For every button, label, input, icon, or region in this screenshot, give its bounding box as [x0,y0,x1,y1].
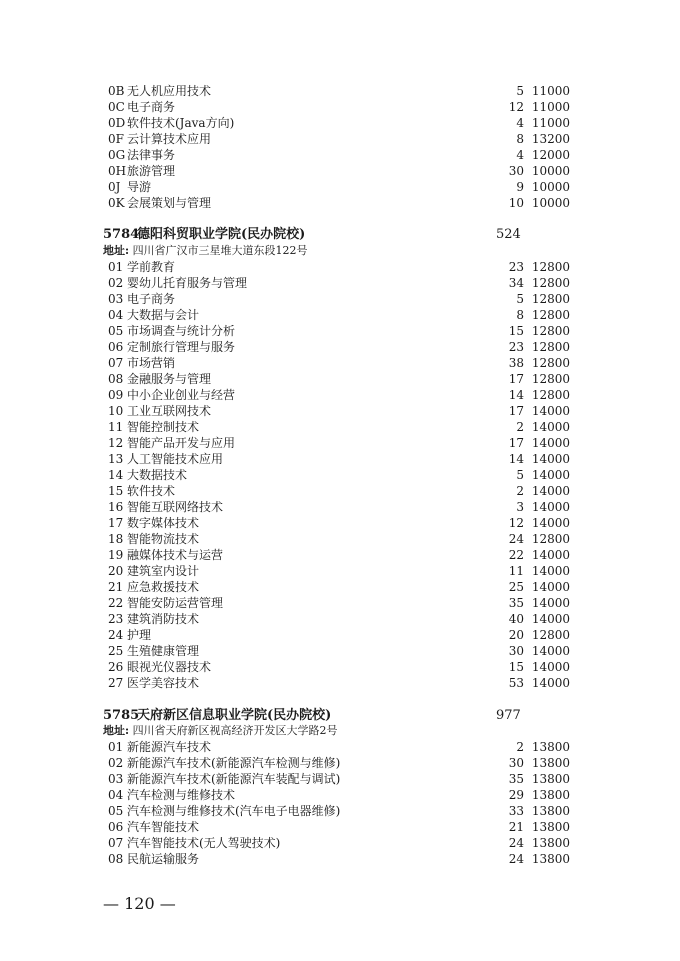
major-plan: 33 [508,804,524,818]
major-code: 06 [108,820,124,834]
major-name: 导游 [127,180,152,194]
major-name: 汽车智能技术(无人驾驶技术) [127,836,281,850]
address-text: 四川省广汉市三星堆大道东段122号 [132,244,308,257]
major-plan: 5 [516,84,524,98]
major-name: 人工智能技术应用 [127,452,224,466]
major-fee: 14000 [531,452,570,466]
major-plan: 9 [516,180,524,194]
major-fee: 13800 [531,852,570,866]
major-name: 护理 [127,628,152,642]
major-code: 25 [108,644,124,658]
major-code: 11 [108,420,124,434]
major-name: 智能物流技术 [127,532,200,546]
major-fee: 12800 [531,388,570,402]
school-header [103,226,523,244]
major-name: 生殖健康管理 [127,644,200,658]
list-item [108,147,570,163]
major-plan: 8 [516,308,524,322]
major-code: 16 [108,500,124,514]
major-code: 14 [108,468,124,482]
major-name: 民航运输服务 [127,852,200,866]
major-name: 旅游管理 [127,164,176,178]
major-fee: 14000 [531,564,570,578]
major-code: 09 [108,388,124,402]
major-code: 05 [108,804,124,818]
list-item [108,627,570,643]
major-code: 06 [108,340,124,354]
major-name: 法律事务 [127,148,176,162]
major-fee: 14000 [531,404,570,418]
major-name: 大数据与会计 [127,308,200,322]
major-name: 中小企业创业与经营 [127,388,236,402]
major-plan: 14 [508,452,524,466]
major-code: 08 [108,372,124,386]
major-name: 汽车检测与维修技术 [127,788,236,802]
major-name: 学前教育 [127,260,176,274]
major-code: 0B [108,84,125,98]
major-code: 0C [108,100,125,114]
list-item [108,307,570,323]
list-item [108,83,570,99]
list-item [108,771,570,787]
major-fee: 12800 [531,372,570,386]
major-fee: 13800 [531,804,570,818]
major-code: 20 [108,564,124,578]
major-code: 0J [108,180,121,194]
list-item [108,595,570,611]
major-fee: 13800 [531,820,570,834]
major-name: 智能产品开发与应用 [127,436,236,450]
address-text: 四川省天府新区视高经济开发区大学路2号 [132,724,338,737]
major-code: 0D [108,116,126,130]
major-plan: 2 [516,740,524,754]
major-plan: 17 [508,404,524,418]
list-item [108,467,570,483]
major-plan: 24 [508,836,524,850]
major-plan: 53 [508,676,524,690]
list-item [108,675,570,691]
major-fee: 10000 [531,180,570,194]
major-code: 15 [108,484,124,498]
major-fee: 12800 [531,260,570,274]
list-item [108,739,570,755]
major-name: 婴幼儿托育服务与管理 [127,276,248,290]
major-plan: 29 [508,788,524,802]
major-fee: 14000 [531,580,570,594]
major-plan: 4 [516,148,524,162]
list-item [108,515,570,531]
major-code: 0F [108,132,124,146]
list-item [108,819,570,835]
major-name: 融媒体技术与运营 [127,548,224,562]
school-total: 977 [496,708,521,723]
major-name: 无人机应用技术 [127,84,212,98]
major-fee: 12000 [531,148,570,162]
major-plan: 14 [508,388,524,402]
list-item [108,163,570,179]
major-name: 智能控制技术 [127,420,200,434]
major-plan: 23 [508,340,524,354]
major-fee: 13800 [531,836,570,850]
major-plan: 17 [508,436,524,450]
major-code: 01 [108,740,124,754]
major-name: 汽车检测与维修技术(汽车电子电器维修) [127,804,341,818]
major-code: 17 [108,516,124,530]
list-item [108,611,570,627]
list-item [108,131,570,147]
major-fee: 14000 [531,596,570,610]
major-fee: 10000 [531,196,570,210]
list-item [108,179,570,195]
school-name: 天府新区信息职业学院(民办院校) [137,708,332,723]
major-plan: 3 [516,500,524,514]
major-name: 智能互联网络技术 [127,500,224,514]
list-item [108,499,570,515]
major-code: 02 [108,276,124,290]
major-plan: 11 [508,564,524,578]
major-plan: 30 [508,644,524,658]
major-code: 10 [108,404,124,418]
major-name: 云计算技术应用 [127,132,212,146]
major-fee: 12800 [531,340,570,354]
major-code: 02 [108,756,124,770]
major-name: 市场调查与统计分析 [127,324,236,338]
major-name: 应急救援技术 [127,580,200,594]
major-plan: 38 [508,356,524,370]
major-code: 27 [108,676,124,690]
major-name: 新能源汽车技术(新能源汽车装配与调试) [127,772,341,786]
major-fee: 12800 [531,532,570,546]
major-fee: 12800 [531,628,570,642]
major-name: 工业互联网技术 [127,404,212,418]
major-plan: 20 [508,628,524,642]
major-name: 眼视光仪器技术 [127,660,212,674]
address-label: 地址: [103,244,130,257]
major-code: 07 [108,356,124,370]
major-plan: 34 [508,276,524,290]
major-fee: 14000 [531,436,570,450]
major-plan: 40 [508,612,524,626]
major-code: 21 [108,580,124,594]
major-code: 03 [108,292,124,306]
major-plan: 30 [508,756,524,770]
list-item [108,435,570,451]
list-item [108,291,570,307]
major-fee: 14000 [531,420,570,434]
major-fee: 11000 [531,100,570,114]
major-name: 建筑室内设计 [127,564,200,578]
major-code: 0G [108,148,126,162]
major-plan: 15 [508,660,524,674]
address-label: 地址: [103,724,130,737]
major-code: 0H [108,164,127,178]
major-fee: 11000 [531,84,570,98]
list-item [108,387,570,403]
major-plan: 10 [508,196,524,210]
major-fee: 14000 [531,612,570,626]
major-code: 22 [108,596,124,610]
major-plan: 25 [508,580,524,594]
list-item [108,99,570,115]
list-item [108,659,570,675]
major-fee: 12800 [531,308,570,322]
major-name: 软件技术(Java方向) [127,116,235,130]
major-plan: 30 [508,164,524,178]
major-fee: 14000 [531,676,570,690]
major-plan: 35 [508,772,524,786]
school-name: 德阳科贸职业学院(民办院校) [137,227,306,242]
page-number: — 120 — [103,894,176,913]
major-plan: 15 [508,324,524,338]
major-name: 新能源汽车技术 [127,740,212,754]
major-fee: 13200 [531,132,570,146]
list-item [108,835,570,851]
major-fee: 12800 [531,324,570,338]
list-item [108,451,570,467]
major-plan: 2 [516,484,524,498]
major-name: 智能安防运营管理 [127,596,224,610]
major-name: 电子商务 [127,100,176,114]
school-address [103,723,338,739]
major-plan: 8 [516,132,524,146]
school-id: 5784 [103,227,140,242]
list-item [108,579,570,595]
major-fee: 13800 [531,788,570,802]
major-fee: 14000 [531,516,570,530]
major-code: 05 [108,324,124,338]
major-code: 0K [108,196,125,210]
major-name: 建筑消防技术 [127,612,200,626]
list-item [108,419,570,435]
major-fee: 14000 [531,660,570,674]
major-code: 19 [108,548,124,562]
major-name: 新能源汽车技术(新能源汽车检测与维修) [127,756,341,770]
major-code: 01 [108,260,124,274]
major-plan: 5 [516,468,524,482]
list-item [108,403,570,419]
major-name: 市场营销 [127,356,176,370]
major-code: 04 [108,788,124,802]
list-item [108,275,570,291]
school-total: 524 [496,227,521,242]
major-name: 会展策划与管理 [127,196,212,210]
school-id: 5785 [103,708,140,723]
list-item [108,563,570,579]
major-code: 12 [108,436,124,450]
major-plan: 24 [508,532,524,546]
major-code: 23 [108,612,124,626]
major-fee: 12800 [531,292,570,306]
major-code: 08 [108,852,124,866]
list-item [108,115,570,131]
major-code: 04 [108,308,124,322]
major-fee: 13800 [531,772,570,786]
major-plan: 5 [516,292,524,306]
major-plan: 12 [508,100,524,114]
list-item [108,339,570,355]
list-item [108,371,570,387]
major-plan: 21 [508,820,524,834]
major-name: 定制旅行管理与服务 [127,340,236,354]
major-name: 金融服务与管理 [127,372,212,386]
major-code: 18 [108,532,124,546]
major-code: 03 [108,772,124,786]
major-fee: 14000 [531,644,570,658]
major-plan: 35 [508,596,524,610]
list-item [108,531,570,547]
list-item [108,851,570,867]
major-plan: 12 [508,516,524,530]
list-item [108,755,570,771]
list-item [108,547,570,563]
list-item [108,803,570,819]
major-fee: 14000 [531,484,570,498]
major-name: 医学美容技术 [127,676,200,690]
list-item [108,195,570,211]
major-fee: 11000 [531,116,570,130]
list-item [108,323,570,339]
major-fee: 13800 [531,756,570,770]
major-fee: 13800 [531,740,570,754]
major-plan: 17 [508,372,524,386]
major-fee: 14000 [531,548,570,562]
major-name: 大数据技术 [127,468,188,482]
list-item [108,643,570,659]
major-name: 数字媒体技术 [127,516,200,530]
major-fee: 12800 [531,276,570,290]
major-name: 软件技术 [127,484,176,498]
major-plan: 24 [508,852,524,866]
major-name: 汽车智能技术 [127,820,200,834]
list-item [108,483,570,499]
major-fee: 12800 [531,356,570,370]
list-item [108,259,570,275]
major-fee: 14000 [531,500,570,514]
major-fee: 14000 [531,468,570,482]
major-plan: 22 [508,548,524,562]
major-fee: 10000 [531,164,570,178]
list-item [108,787,570,803]
major-plan: 23 [508,260,524,274]
major-name: 电子商务 [127,292,176,306]
major-code: 07 [108,836,124,850]
list-item [108,355,570,371]
major-code: 13 [108,452,124,466]
school-address [103,243,308,259]
major-code: 26 [108,660,124,674]
major-code: 24 [108,628,124,642]
major-plan: 4 [516,116,524,130]
major-plan: 2 [516,420,524,434]
